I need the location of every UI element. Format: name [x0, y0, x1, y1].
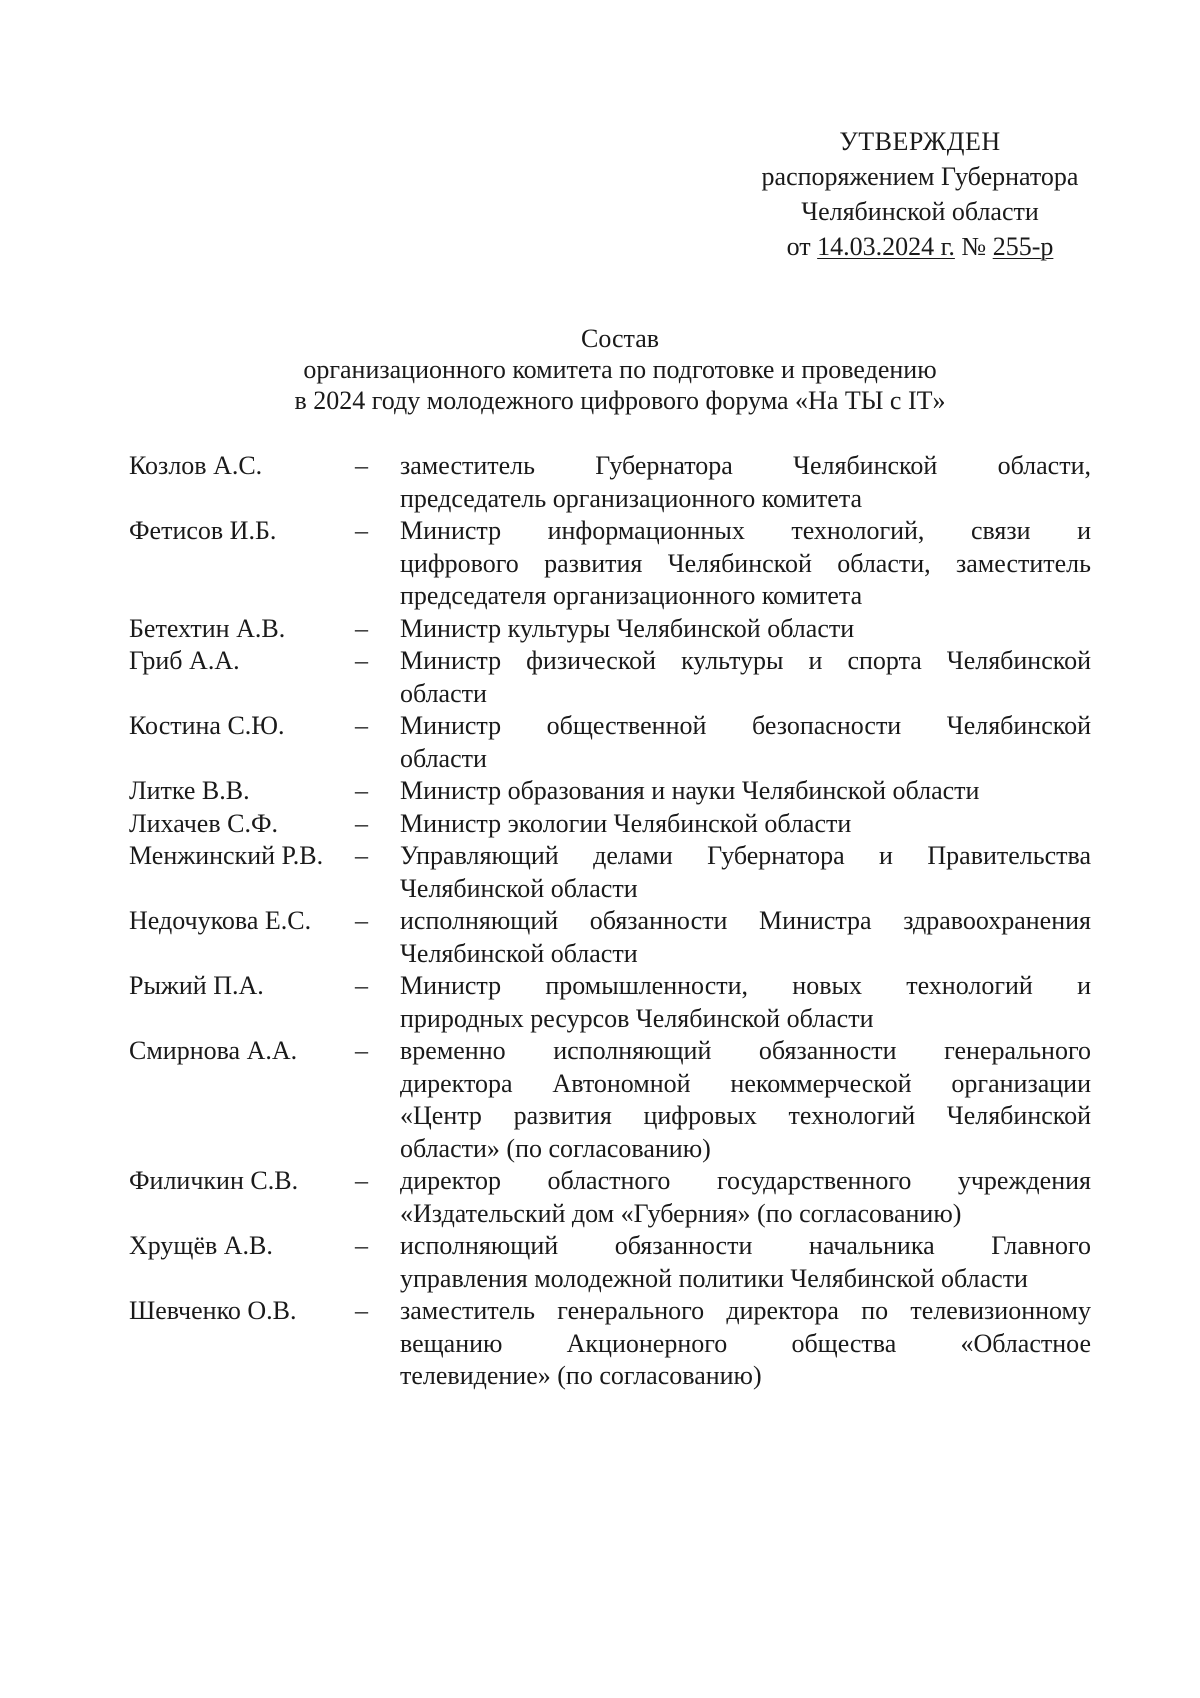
member-dash: –: [355, 906, 368, 935]
member-position-line: цифрового развития Челябинской области, заместитель: [400, 548, 1091, 578]
member-position: [400, 645, 1091, 710]
member-position-line: председателя организационного комитета: [400, 581, 863, 610]
date-prefix: от: [786, 232, 811, 261]
member-position-line: области: [400, 678, 487, 708]
member-position: [400, 1295, 1091, 1393]
member-position: [400, 515, 1091, 613]
member-name: Менжинский Р.В.: [129, 841, 324, 870]
member-name: Рыжий П.А.: [129, 971, 264, 1000]
member-position-line: Министр экологии Челябинской области: [400, 808, 852, 838]
member-row: [129, 450, 1091, 515]
member-position-line: Министр информационных технологий, связи и: [400, 516, 1091, 545]
member-list: [129, 450, 1091, 1393]
member-position-line: области: [400, 743, 487, 773]
member-row: [129, 613, 1091, 646]
member-position-line: Министр физической культуры и спорта Челябинской: [400, 646, 1091, 675]
member-position: [400, 1165, 1091, 1230]
member-position-line: «Издательский дом «Губерния» (по согласованию): [400, 1198, 962, 1228]
member-dash: –: [355, 646, 368, 675]
member-dash: –: [355, 1231, 368, 1260]
member-position-line: управления молодежной политики Челябинской области: [400, 1263, 1028, 1293]
title-line-2: организационного комитета по подготовке и проведению: [303, 355, 937, 384]
member-position: [400, 613, 1091, 646]
member-dash: –: [355, 613, 368, 643]
member-row: [129, 970, 1091, 1035]
member-name: Костина С.Ю.: [129, 711, 285, 740]
member-position: [400, 970, 1091, 1035]
member-name: Хрущёв А.В.: [129, 1231, 273, 1260]
member-row: [129, 1295, 1091, 1393]
document-title: [200, 323, 1040, 416]
member-row: [129, 1230, 1091, 1295]
member-dash: –: [355, 808, 368, 838]
member-position-line: директор областного государственного учреждения: [400, 1166, 1091, 1195]
member-position-line: исполняющий обязанности Министра здравоохранения: [400, 906, 1091, 935]
member-position-line: Министр общественной безопасности Челябинской: [400, 711, 1091, 740]
member-row: [129, 515, 1091, 613]
member-row: [129, 905, 1091, 970]
member-dash: –: [355, 711, 368, 740]
member-dash: –: [355, 516, 368, 545]
member-dash: –: [355, 971, 368, 1000]
member-name: Филичкин С.В.: [129, 1166, 299, 1195]
approval-date-line: [720, 229, 1120, 264]
member-position: [400, 905, 1091, 970]
approval-line-order: распоряжением Губернатора: [761, 162, 1079, 191]
member-dash: –: [355, 776, 368, 805]
member-name: Шевченко О.В.: [129, 1296, 297, 1325]
member-name: Фетисов И.Б.: [129, 516, 277, 545]
member-name: Лихачев С.Ф.: [129, 808, 278, 838]
member-name: Смирнова А.А.: [129, 1036, 298, 1065]
approval-date: 14.03.2024 г.: [817, 232, 955, 261]
member-row: [129, 645, 1091, 710]
member-position-line: Министр культуры Челябинской области: [400, 613, 855, 643]
member-row: [129, 1165, 1091, 1230]
member-dash: –: [355, 1296, 368, 1325]
member-position-line: директора Автономной некоммерческой организации: [400, 1068, 1091, 1098]
member-position-line: «Центр развития цифровых технологий Челябинской: [400, 1101, 1091, 1130]
member-position-line: Челябинской области: [400, 938, 638, 968]
member-position-line: Министр образования и науки Челябинской области: [400, 776, 980, 805]
member-position-line: заместитель генерального директора по телевизионному: [400, 1296, 1091, 1325]
member-dash: –: [355, 841, 368, 870]
member-row: [129, 1035, 1091, 1165]
member-dash: –: [355, 451, 368, 480]
member-position-line: временно исполняющий обязанности генерального: [400, 1036, 1091, 1065]
approval-line-region: Челябинской области: [801, 197, 1039, 226]
member-position-line: вещанию Акционерного общества «Областное: [400, 1328, 1091, 1358]
title-line-1: Состав: [580, 324, 660, 353]
member-position-line: телевидение» (по согласованию): [400, 1361, 762, 1390]
member-position: [400, 840, 1091, 905]
member-position-line: Министр промышленности, новых технологий и: [400, 971, 1091, 1000]
member-dash: –: [355, 1166, 368, 1195]
number-prefix: №: [961, 232, 987, 261]
member-position-line: заместитель Губернатора Челябинской области,: [400, 451, 1091, 480]
member-row: [129, 840, 1091, 905]
member-row: [129, 710, 1091, 775]
member-position: [400, 1035, 1091, 1165]
approval-number: 255-р: [992, 232, 1054, 261]
member-name: Бетехтин А.В.: [129, 613, 286, 643]
member-position: [400, 1230, 1091, 1295]
member-position-line: природных ресурсов Челябинской области: [400, 1003, 874, 1033]
member-row: [129, 775, 1091, 808]
member-position: [400, 450, 1091, 515]
approval-stamp: [720, 124, 1120, 264]
member-position: [400, 710, 1091, 775]
member-position: [400, 775, 1091, 808]
member-position-line: исполняющий обязанности начальника Главного: [400, 1231, 1091, 1260]
approval-heading: УТВЕРЖДЕН: [839, 127, 1001, 156]
member-dash: –: [355, 1036, 368, 1065]
member-name: Козлов А.С.: [129, 451, 263, 480]
member-name: Недочукова Е.С.: [129, 906, 312, 935]
member-name: Гриб А.А.: [129, 646, 240, 675]
member-name: Литке В.В.: [129, 776, 250, 805]
member-position-line: Управляющий делами Губернатора и Правительства: [400, 841, 1091, 870]
member-position: [400, 808, 1091, 841]
member-position-line: Челябинской области: [400, 873, 638, 903]
title-line-3: в 2024 году молодежного цифрового форума «На ТЫ с IT»: [294, 386, 946, 415]
member-row: [129, 808, 1091, 841]
member-position-line: области» (по согласованию): [400, 1133, 711, 1163]
member-position-line: председатель организационного комитета: [400, 483, 863, 513]
